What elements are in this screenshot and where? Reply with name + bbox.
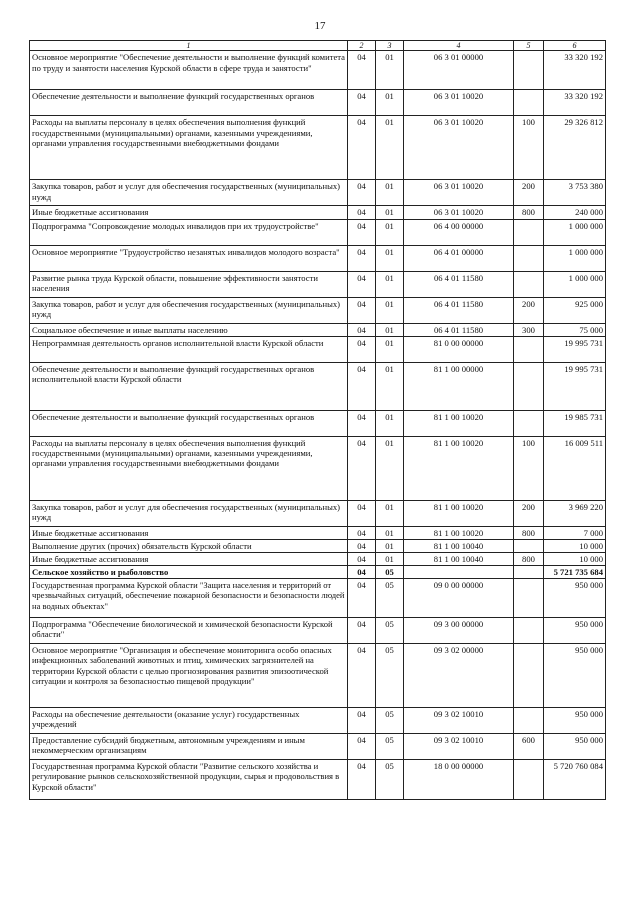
row-expense-type-cell xyxy=(514,336,544,362)
row-section-cell: 04 xyxy=(348,708,376,734)
row-amount-cell: 19 995 731 xyxy=(544,336,606,362)
table-row xyxy=(30,245,606,271)
row-amount-cell: 1 000 000 xyxy=(544,271,606,297)
row-expense-type-cell xyxy=(514,362,544,410)
row-name-cell: Закупка товаров, работ и услуг для обеспечения государственных (муниципальных) нужд xyxy=(30,500,348,526)
table-row xyxy=(30,734,606,760)
table-row xyxy=(30,219,606,245)
column-header: 5 xyxy=(514,41,544,51)
table-row xyxy=(30,436,606,500)
table-header-row xyxy=(30,41,606,51)
row-amount-cell: 950 000 xyxy=(544,618,606,644)
row-target-article-cell: 06 4 01 11580 xyxy=(404,323,514,336)
row-section-cell: 04 xyxy=(348,760,376,800)
row-target-article-cell: 06 3 01 10020 xyxy=(404,180,514,206)
row-subsection-cell: 05 xyxy=(376,644,404,708)
row-subsection-cell: 01 xyxy=(376,526,404,539)
row-name-cell: Развитие рынка труда Курской области, повышение эффективности занятости населения xyxy=(30,271,348,297)
row-section-cell: 04 xyxy=(348,539,376,552)
page-number: 17 xyxy=(314,20,326,32)
row-name-cell: Иные бюджетные ассигнования xyxy=(30,206,348,219)
row-name-cell: Обеспечение деятельности и выполнение функций государственных органов исполнительной власти Курской области xyxy=(30,362,348,410)
row-section-cell: 04 xyxy=(348,219,376,245)
row-section-cell: 04 xyxy=(348,644,376,708)
row-subsection-cell: 01 xyxy=(376,362,404,410)
row-expense-type-cell xyxy=(514,410,544,436)
row-section-cell: 04 xyxy=(348,90,376,116)
row-expense-type-cell: 300 xyxy=(514,323,544,336)
row-name-cell: Непрограммная деятельность органов исполнительной власти Курской области xyxy=(30,336,348,362)
row-subsection-cell: 01 xyxy=(376,297,404,323)
row-target-article-cell: 81 1 00 10020 xyxy=(404,410,514,436)
table-row xyxy=(30,539,606,552)
table-row xyxy=(30,51,606,90)
table-row xyxy=(30,271,606,297)
row-subsection-cell: 01 xyxy=(376,116,404,180)
row-section-cell: 04 xyxy=(348,553,376,566)
row-expense-type-cell: 800 xyxy=(514,553,544,566)
row-amount-cell: 10 000 xyxy=(544,553,606,566)
row-target-article-cell: 06 4 01 11580 xyxy=(404,297,514,323)
row-section-cell: 04 xyxy=(348,526,376,539)
row-amount-cell: 950 000 xyxy=(544,708,606,734)
row-name-cell: Подпрограмма "Сопровождение молодых инвалидов при их трудоустройстве" xyxy=(30,219,348,245)
row-name-cell: Государственная программа Курской области "Развитие сельского хозяйства и регулирование рынков сельскохозяйственной продукции, сырья и продовольствия в Курской области" xyxy=(30,760,348,800)
table-row xyxy=(30,323,606,336)
row-section-cell: 04 xyxy=(348,436,376,500)
table-row xyxy=(30,500,606,526)
table-row xyxy=(30,618,606,644)
row-subsection-cell: 01 xyxy=(376,206,404,219)
row-name-cell: Расходы на обеспечение деятельности (оказание услуг) государственных учреждений xyxy=(30,708,348,734)
row-expense-type-cell xyxy=(514,644,544,708)
row-expense-type-cell: 600 xyxy=(514,734,544,760)
row-amount-cell: 33 320 192 xyxy=(544,51,606,90)
budget-table xyxy=(29,40,606,800)
row-subsection-cell: 01 xyxy=(376,553,404,566)
row-name-cell: Подпрограмма "Обеспечение биологической и химической безопасности Курской области" xyxy=(30,618,348,644)
row-expense-type-cell xyxy=(514,245,544,271)
row-subsection-cell: 01 xyxy=(376,271,404,297)
row-target-article-cell: 06 4 01 00000 xyxy=(404,245,514,271)
row-subsection-cell: 01 xyxy=(376,323,404,336)
row-subsection-cell: 01 xyxy=(376,180,404,206)
row-target-article-cell: 18 0 00 00000 xyxy=(404,760,514,800)
table-row xyxy=(30,362,606,410)
row-target-article-cell xyxy=(404,566,514,579)
row-section-cell: 04 xyxy=(348,51,376,90)
row-section-cell: 04 xyxy=(348,566,376,579)
row-subsection-cell: 01 xyxy=(376,436,404,500)
table-row xyxy=(30,708,606,734)
row-section-cell: 04 xyxy=(348,206,376,219)
table-row xyxy=(30,566,606,579)
row-section-cell: 04 xyxy=(348,116,376,180)
table-row xyxy=(30,90,606,116)
row-amount-cell: 1 000 000 xyxy=(544,245,606,271)
row-expense-type-cell xyxy=(514,90,544,116)
row-target-article-cell: 09 3 02 10010 xyxy=(404,708,514,734)
table-row xyxy=(30,206,606,219)
row-expense-type-cell: 200 xyxy=(514,500,544,526)
row-name-cell: Расходы на выплаты персоналу в целях обеспечения выполнения функций государственными (муниципальными) органами, казенными учреждениями, органами управления государственными внебюджетными фондами xyxy=(30,116,348,180)
row-amount-cell: 29 326 812 xyxy=(544,116,606,180)
row-section-cell: 04 xyxy=(348,336,376,362)
row-expense-type-cell xyxy=(514,618,544,644)
row-target-article-cell: 81 1 00 10020 xyxy=(404,526,514,539)
row-name-cell: Закупка товаров, работ и услуг для обеспечения государственных (муниципальных) нужд xyxy=(30,297,348,323)
row-target-article-cell: 06 3 01 10020 xyxy=(404,90,514,116)
row-subsection-cell: 01 xyxy=(376,410,404,436)
row-target-article-cell: 09 3 02 10010 xyxy=(404,734,514,760)
row-section-cell: 04 xyxy=(348,323,376,336)
row-section-cell: 04 xyxy=(348,618,376,644)
table-row xyxy=(30,336,606,362)
row-section-cell: 04 xyxy=(348,500,376,526)
row-expense-type-cell: 200 xyxy=(514,180,544,206)
row-name-cell: Иные бюджетные ассигнования xyxy=(30,526,348,539)
row-subsection-cell: 05 xyxy=(376,566,404,579)
row-subsection-cell: 01 xyxy=(376,51,404,90)
row-amount-cell: 5 721 735 684 xyxy=(544,566,606,579)
row-target-article-cell: 06 4 00 00000 xyxy=(404,219,514,245)
row-target-article-cell: 06 4 01 11580 xyxy=(404,271,514,297)
row-name-cell: Предоставление субсидий бюджетным, автономным учреждениям и иным некоммерческим организациям xyxy=(30,734,348,760)
column-header: 1 xyxy=(30,41,348,51)
row-amount-cell: 950 000 xyxy=(544,644,606,708)
table-row xyxy=(30,579,606,618)
row-section-cell: 04 xyxy=(348,362,376,410)
row-amount-cell: 33 320 192 xyxy=(544,90,606,116)
row-amount-cell: 950 000 xyxy=(544,579,606,618)
row-subsection-cell: 05 xyxy=(376,618,404,644)
row-name-cell: Расходы на выплаты персоналу в целях обеспечения выполнения функций государственными (муниципальными) органами, казенными учреждениями, органами управления государственными внебюджетными фондами xyxy=(30,436,348,500)
row-target-article-cell: 81 1 00 10040 xyxy=(404,553,514,566)
row-expense-type-cell xyxy=(514,51,544,90)
row-name-cell: Основное мероприятие "Трудоустройство незанятых инвалидов молодого возраста" xyxy=(30,245,348,271)
column-header: 4 xyxy=(404,41,514,51)
row-target-article-cell: 81 0 00 00000 xyxy=(404,336,514,362)
row-amount-cell: 240 000 xyxy=(544,206,606,219)
row-amount-cell: 3 969 220 xyxy=(544,500,606,526)
row-expense-type-cell: 800 xyxy=(514,206,544,219)
row-expense-type-cell: 100 xyxy=(514,116,544,180)
row-amount-cell: 16 009 511 xyxy=(544,436,606,500)
row-amount-cell: 10 000 xyxy=(544,539,606,552)
row-section-cell: 04 xyxy=(348,579,376,618)
row-name-cell: Основное мероприятие "Организация и обеспечение мониторинга особо опасных инфекционных заболеваний животных и птиц, химических загрязнителей на территории Курской области с целью прогнозирования развития эпизоотической ситуации и контроля за безопасностью пищевой продукции" xyxy=(30,644,348,708)
row-expense-type-cell: 800 xyxy=(514,526,544,539)
row-name-cell: Закупка товаров, работ и услуг для обеспечения государственных (муниципальных) нужд xyxy=(30,180,348,206)
table-row xyxy=(30,410,606,436)
row-name-cell: Выполнение других (прочих) обязательств Курской области xyxy=(30,539,348,552)
row-subsection-cell: 05 xyxy=(376,708,404,734)
row-target-article-cell: 06 3 01 00000 xyxy=(404,51,514,90)
row-target-article-cell: 81 1 00 00000 xyxy=(404,362,514,410)
row-subsection-cell: 01 xyxy=(376,245,404,271)
row-subsection-cell: 05 xyxy=(376,734,404,760)
row-name-cell: Сельское хозяйство и рыболовство xyxy=(30,566,348,579)
row-expense-type-cell xyxy=(514,579,544,618)
row-amount-cell: 925 000 xyxy=(544,297,606,323)
row-target-article-cell: 09 3 02 00000 xyxy=(404,644,514,708)
row-name-cell: Основное мероприятие "Обеспечение деятельности и выполнение функций комитета по труду и занятости населения Курской области в сфере труда и занятости" xyxy=(30,51,348,90)
row-target-article-cell: 81 1 00 10040 xyxy=(404,539,514,552)
row-amount-cell: 75 000 xyxy=(544,323,606,336)
row-expense-type-cell xyxy=(514,219,544,245)
row-subsection-cell: 01 xyxy=(376,500,404,526)
row-subsection-cell: 01 xyxy=(376,90,404,116)
row-expense-type-cell xyxy=(514,566,544,579)
row-expense-type-cell xyxy=(514,760,544,800)
row-subsection-cell: 05 xyxy=(376,760,404,800)
row-expense-type-cell: 100 xyxy=(514,436,544,500)
row-amount-cell: 19 995 731 xyxy=(544,362,606,410)
row-section-cell: 04 xyxy=(348,180,376,206)
row-expense-type-cell xyxy=(514,708,544,734)
row-amount-cell: 3 753 380 xyxy=(544,180,606,206)
row-target-article-cell: 09 0 00 00000 xyxy=(404,579,514,618)
row-name-cell: Обеспечение деятельности и выполнение функций государственных органов xyxy=(30,90,348,116)
row-target-article-cell: 81 1 00 10020 xyxy=(404,436,514,500)
table-row xyxy=(30,180,606,206)
table-row xyxy=(30,116,606,180)
row-subsection-cell: 05 xyxy=(376,579,404,618)
row-section-cell: 04 xyxy=(348,734,376,760)
row-name-cell: Социальное обеспечение и иные выплаты населению xyxy=(30,323,348,336)
row-name-cell: Государственная программа Курской области "Защита населения и территорий от чрезвычайных ситуаций, обеспечение пожарной безопасности и безопасности людей на водных объектах" xyxy=(30,579,348,618)
table-row xyxy=(30,526,606,539)
row-target-article-cell: 09 3 00 00000 xyxy=(404,618,514,644)
row-subsection-cell: 01 xyxy=(376,336,404,362)
row-expense-type-cell: 200 xyxy=(514,297,544,323)
table-row xyxy=(30,553,606,566)
row-name-cell: Обеспечение деятельности и выполнение функций государственных органов xyxy=(30,410,348,436)
table-row xyxy=(30,297,606,323)
table-row xyxy=(30,644,606,708)
row-amount-cell: 950 000 xyxy=(544,734,606,760)
row-amount-cell: 5 720 760 084 xyxy=(544,760,606,800)
row-expense-type-cell xyxy=(514,539,544,552)
row-expense-type-cell xyxy=(514,271,544,297)
table-row xyxy=(30,760,606,800)
row-subsection-cell: 01 xyxy=(376,219,404,245)
row-name-cell: Иные бюджетные ассигнования xyxy=(30,553,348,566)
row-target-article-cell: 06 3 01 10020 xyxy=(404,116,514,180)
row-amount-cell: 7 000 xyxy=(544,526,606,539)
row-section-cell: 04 xyxy=(348,297,376,323)
row-target-article-cell: 81 1 00 10020 xyxy=(404,500,514,526)
row-amount-cell: 1 000 000 xyxy=(544,219,606,245)
row-section-cell: 04 xyxy=(348,410,376,436)
row-section-cell: 04 xyxy=(348,245,376,271)
row-target-article-cell: 06 3 01 10020 xyxy=(404,206,514,219)
column-header: 2 xyxy=(348,41,376,51)
row-section-cell: 04 xyxy=(348,271,376,297)
column-header: 6 xyxy=(544,41,606,51)
row-subsection-cell: 01 xyxy=(376,539,404,552)
row-amount-cell: 19 985 731 xyxy=(544,410,606,436)
column-header: 3 xyxy=(376,41,404,51)
